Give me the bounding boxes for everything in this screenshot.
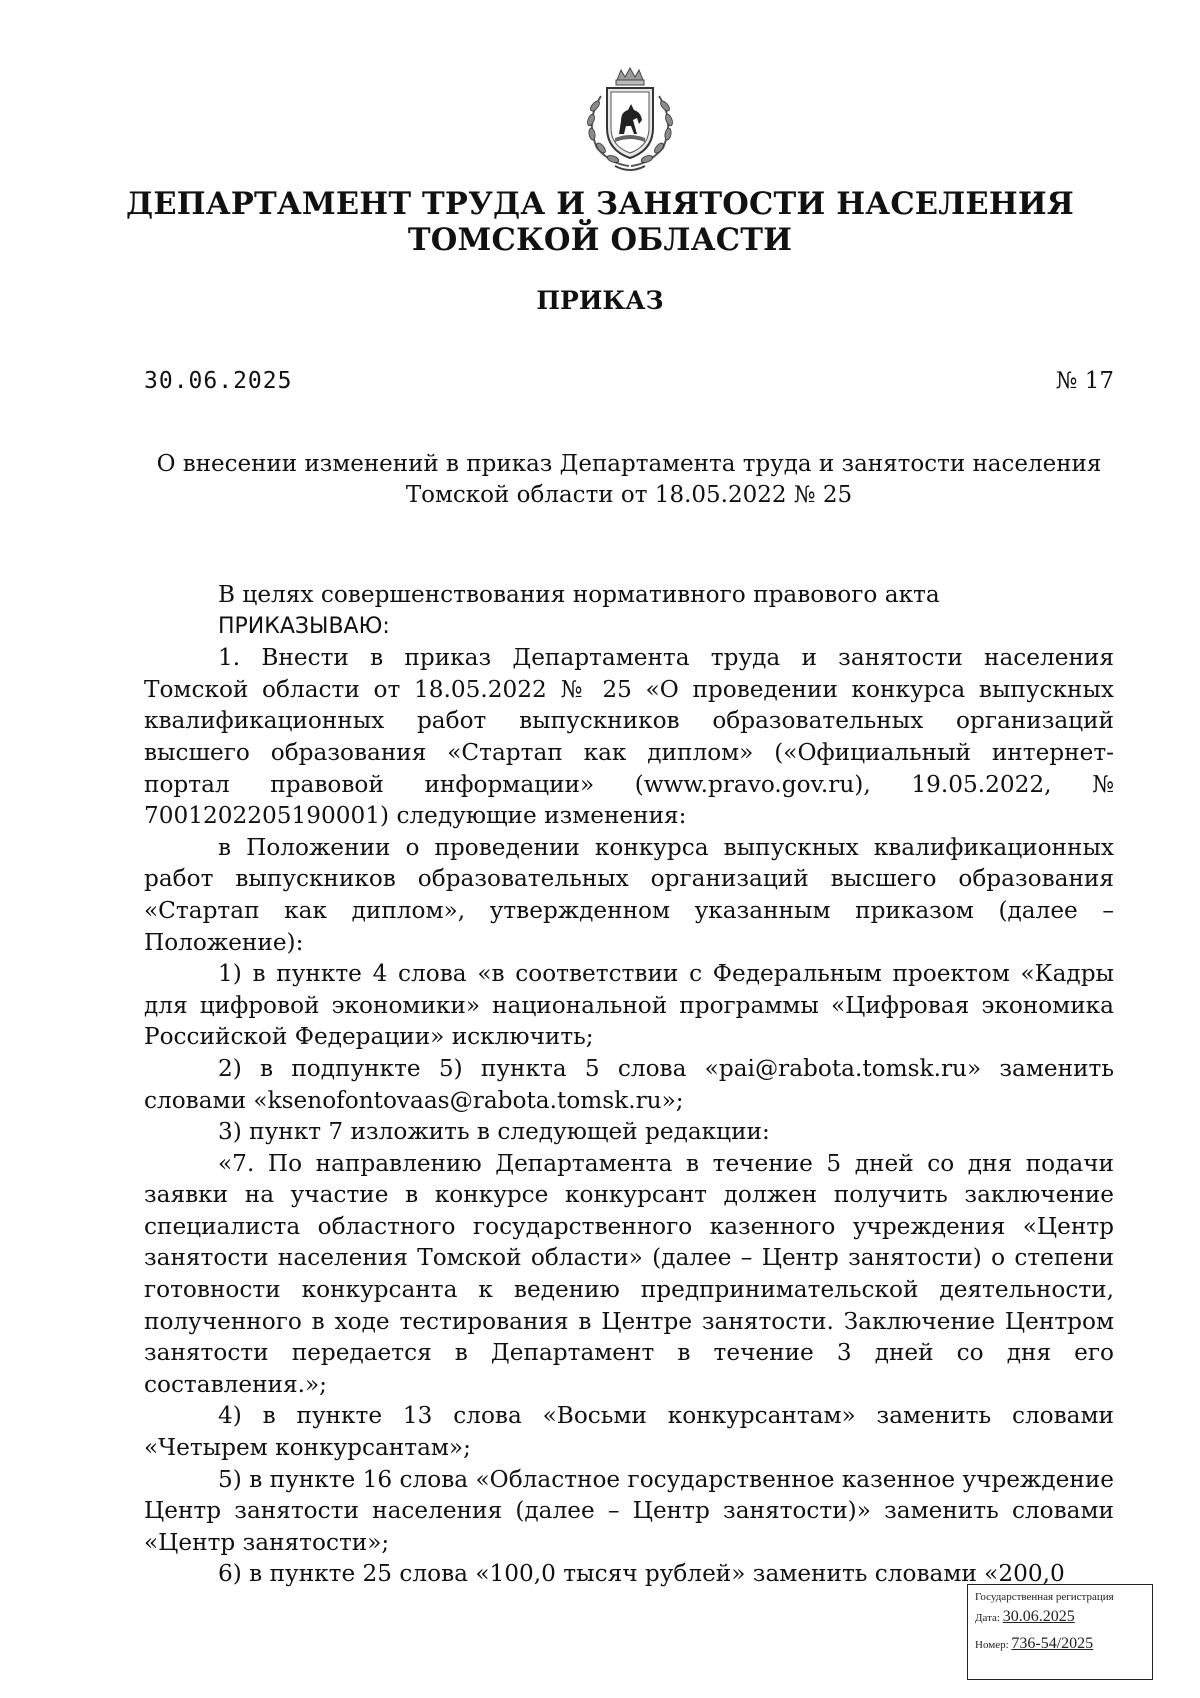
registration-stamp — [967, 1584, 1153, 1680]
registration-date-row — [975, 1604, 1145, 1631]
paragraph-item-7-text: «7. По направлению Департамента в течение 5 дней со дня подачи заявки на участие в конкурсе конкурсант должен получить заключение специалиста областного государственного казенного учреждения «Центр занятости населения Томской области» (далее – Центр занятости) о степени готовности конкурсанта к ведению предпринимательской деятельности, полученного в ходе тестирования в Центре занятости. Заключение Центром занятости передается в Департамент в течение 3 дней со дня его составления.»; — [144, 1149, 1114, 1398]
order-subject — [144, 449, 1114, 511]
paragraph-regulation: в Положении о проведении конкурса выпускных квалификационных работ выпускников образовательных организаций высшего образования «Стартап как диплом», утвержденном указанным приказом (далее – Положение): — [144, 833, 1114, 956]
document-type: ПРИКАЗ — [536, 286, 664, 315]
paragraph-change-6: 6) в пункте 25 слова «100,0 тысяч рублей» заменить словами «200,0 — [218, 1560, 1065, 1588]
order-body — [144, 579, 1114, 1590]
registration-number-label: Номер: — [975, 1639, 1009, 1651]
paragraph-item-1: 1. Внести в приказ Департамента труда и занятости населения Томской области от 18.05.2022 № 25 «О проведении конкурса выпускных квалификационных работ выпускников образовательных организаций высшего образования «Стартап как диплом» («Официальный интернет-портал правовой информации» (www.pravo.gov.ru), 19.05.2022, № 7001202205190001) следующие изменения: — [144, 644, 1114, 830]
paragraph-change-4: 4) в пункте 13 слова «Восьми конкурсантам» заменить словами «Четырем конкурсантам»; — [144, 1402, 1114, 1462]
paragraph-order-word: ПРИКАЗЫВАЮ: — [218, 613, 390, 639]
paragraph-change-1: 1) в пункте 4 слова «в соответствии с Федеральным проектом «Кадры для цифровой экономики» национальной программы «Цифровая экономика Российской Федерации» исключить; — [144, 960, 1114, 1051]
order-number: № 17 — [1055, 368, 1114, 394]
department-name — [120, 186, 1080, 258]
registration-number-row — [975, 1631, 1145, 1658]
order-subject-line2: Томской области от 18.05.2022 № 25 — [405, 482, 853, 508]
department-name-line1: ДЕПАРТАМЕНТ ТРУДА И ЗАНЯТОСТИ НАСЕЛЕНИЯ — [126, 186, 1074, 222]
registration-date-label: Дата: — [975, 1612, 1000, 1624]
tomsk-region-coat-of-arms-icon — [571, 66, 689, 176]
paragraph-purpose: В целях совершенствования нормативного правового акта — [218, 581, 940, 608]
paragraph-change-5: 5) в пункте 16 слова «Областное государственное казенное учреждение Центр занятости населения (далее – Центр занятости)» заменить словами «Центр занятости»; — [144, 1465, 1114, 1556]
registration-date-value: 30.06.2025 — [1002, 1608, 1075, 1625]
registration-caption: Государственная регистрация — [975, 1591, 1114, 1603]
department-name-line2: ТОМСКОЙ ОБЛАСТИ — [407, 222, 793, 258]
registration-number-value: 736-54/2025 — [1011, 1635, 1094, 1652]
paragraph-change-2: 2) в подпункте 5) пункта 5 слова «pai@rabota.tomsk.ru» заменить словами «ksenofontovaas@rabota.tomsk.ru»; — [144, 1054, 1114, 1114]
paragraph-change-3: 3) пункт 7 изложить в следующей редакции: — [218, 1118, 770, 1146]
order-date: 30.06.2025 — [144, 368, 293, 394]
order-subject-line1: О внесении изменений в приказ Департамента труда и занятости населения — [156, 451, 1102, 477]
